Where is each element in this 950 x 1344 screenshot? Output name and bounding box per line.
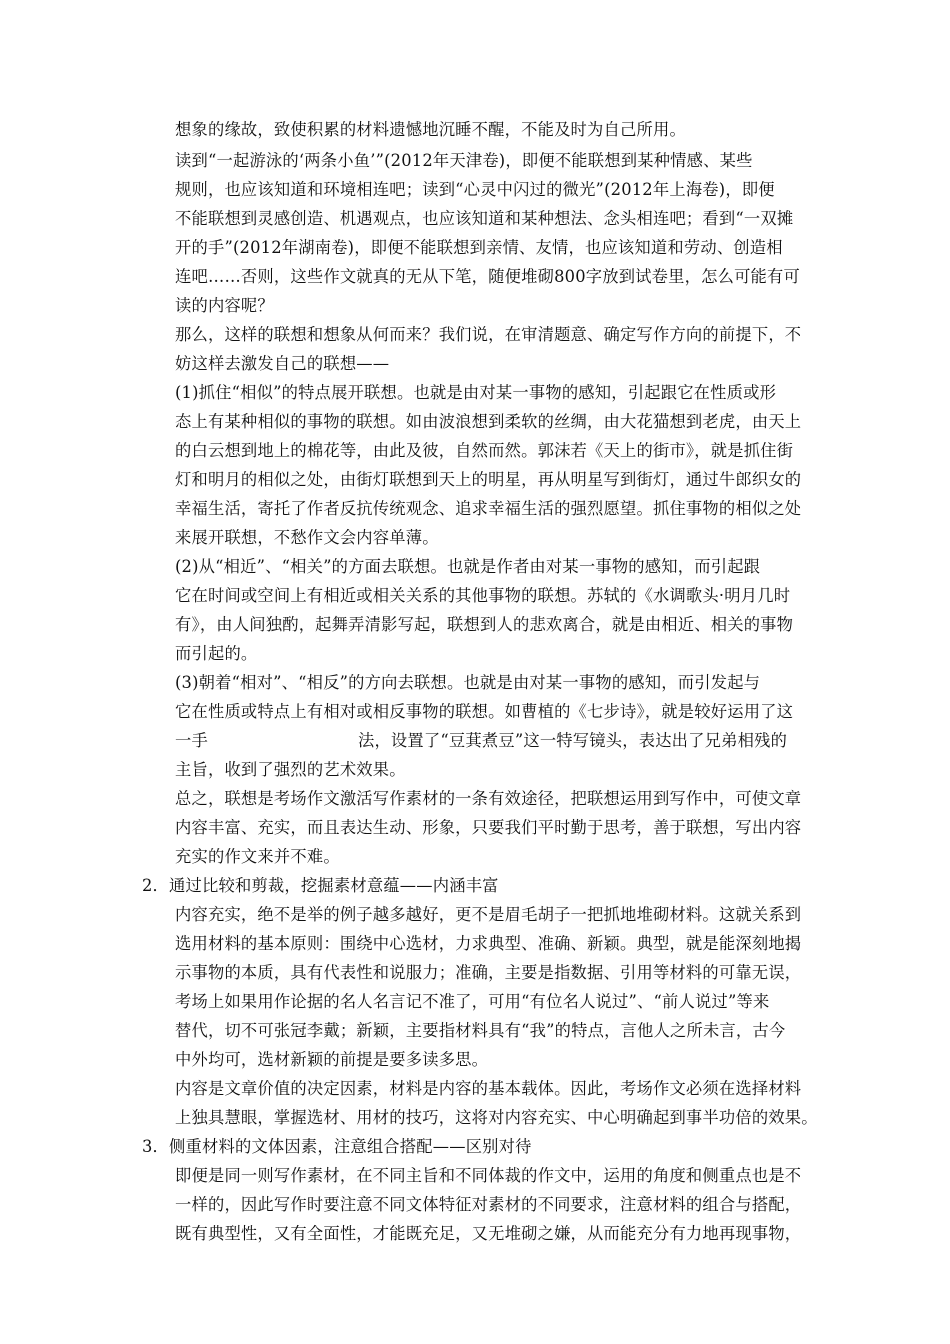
text-line: 妨这样去激发自己的联想—— bbox=[175, 354, 390, 373]
text-line: 中外均可，选材新颖的前提是要多读多思。 bbox=[175, 1050, 489, 1069]
text-line: 读到“一起游泳的‘两条小鱼’”(2012年天津卷)，即便不能联想到某种情感、某些 bbox=[175, 151, 753, 170]
text-line: 不能联想到灵感创造、机遇观点，也应该知道和某种想法、念头相连吧；看到“一双摊 bbox=[175, 209, 794, 228]
text-line: 而引起的。 bbox=[175, 644, 258, 663]
text-line: 幸福生活，寄托了作者反抗传统观念、追求幸福生活的强烈愿望。抓住事物的相似之处 bbox=[175, 499, 802, 518]
text-line: 规则，也应该知道和环境相连吧；读到“心灵中闪过的微光”(2012年上海卷)，即便 bbox=[175, 180, 775, 199]
text-line: 内容丰富、充实，而且表达生动、形象，只要我们平时勤于思考，善于联想，写出内容 bbox=[175, 818, 802, 837]
text-line: 那么，这样的联想和想象从何而来？我们说，在审清题意、确定写作方向的前提下，不 bbox=[175, 325, 802, 344]
text-line: 有》，由人间独酌，起舞弄清影写起，联想到人的悲欢离合，就是由相近、相关的事物 bbox=[175, 615, 794, 634]
text-line: 它在时间或空间上有相近或相关关系的其他事物的联想。苏轼的《水调歌头·明月几时 bbox=[175, 586, 791, 605]
text-line: 考场上如果用作论据的名人名言记不准了，可用“有位名人说过”、“前人说过”等来 bbox=[175, 992, 770, 1011]
text-line: 读的内容呢？ bbox=[175, 296, 274, 315]
text-line: 充实的作文来并不难。 bbox=[175, 847, 340, 866]
section-heading: 2．通过比较和剪裁，挖掘素材意蕴——内涵丰富 bbox=[142, 876, 499, 895]
text-line: 示事物的本质，具有代表性和说服力；准确，主要是指数据、引用等材料的可靠无误， bbox=[175, 963, 802, 982]
text-line: 一样的，因此写作时要注意不同文体特征对素材的不同要求，注意材料的组合与搭配， bbox=[175, 1195, 802, 1214]
text-line: 主旨，收到了强烈的艺术效果。 bbox=[175, 760, 406, 779]
text-line: 既有典型性，又有全面性，才能既充足，又无堆砌之嫌，从而能充分有力地再现事物， bbox=[175, 1224, 802, 1243]
text-line: 内容充实，绝不是举的例子越多越好，更不是眉毛胡子一把抓地堆砌材料。这就关系到 bbox=[175, 905, 802, 924]
text-line: 开的手”(2012年湖南卷)，即便不能联想到亲情、友情，也应该知道和劳动、创造相 bbox=[175, 238, 783, 257]
text-line: 替代，切不可张冠李戴；新颖，主要指材料具有“我”的特点，言他人之所未言，古今 bbox=[175, 1021, 786, 1040]
text-line: (3)朝着“相对”、“相反”的方向去联想。也就是由对某一事物的感知，而引发起与 bbox=[175, 673, 761, 692]
text-line: 上独具慧眼，掌握选材、用材的技巧，这将对内容充实、中心明确起到事半功倍的效果。 bbox=[175, 1108, 818, 1127]
text-line: 灯和明月的相似之处，由街灯联想到天上的明星，再从明星写到街灯，通过牛郎织女的 bbox=[175, 470, 802, 489]
text-line: 选用材料的基本原则：围绕中心选材，力求典型、准确、新颖。典型，就是能深刻地揭 bbox=[175, 934, 802, 953]
section-heading: 3．侧重材料的文体因素，注意组合搭配——区别对待 bbox=[142, 1137, 532, 1156]
text-line: 想象的缘故，致使积累的材料遗憾地沉睡不醒，不能及时为自己所用。 bbox=[175, 120, 686, 139]
text-fragment: 法，设置了“豆萁煮豆”这一特写镜头，表达出了兄弟相残的 bbox=[357, 731, 788, 750]
text-line: 态上有某种相似的事物的联想。如由波浪想到柔软的丝绸，由大花猫想到老虎，由天上 bbox=[175, 412, 802, 431]
text-line: 的白云想到地上的棉花等，由此及彼，自然而然。郭沫若《天上的街市》，就是抓住街 bbox=[175, 441, 794, 460]
text-line bbox=[175, 731, 787, 751]
text-line: 连吧……否则，这些作文就真的无从下笔，随便堆砌800字放到试卷里，怎么可能有可 bbox=[175, 267, 801, 286]
text-line: (2)从“相近”、“相关”的方面去联想。也就是作者由对某一事物的感知，而引起跟 bbox=[175, 557, 761, 576]
text-line: 即便是同一则写作素材，在不同主旨和不同体裁的作文中，运用的角度和侧重点也是不 bbox=[175, 1166, 802, 1185]
text-line: 内容是文章价值的决定因素，材料是内容的基本载体。因此，考场作文必须在选择材料 bbox=[175, 1079, 802, 1098]
text-fragment: 一手 bbox=[175, 731, 208, 750]
text-line: (1)抓住“相似”的特点展开联想。也就是由对某一事物的感知，引起跟它在性质或形 bbox=[175, 383, 777, 402]
text-line: 来展开联想，不愁作文会内容单薄。 bbox=[175, 528, 439, 547]
text-line: 它在性质或特点上有相对或相反事物的联想。如曹植的《七步诗》，就是较好运用了这 bbox=[175, 702, 794, 721]
text-line: 总之，联想是考场作文激活写作素材的一条有效途径，把联想运用到写作中，可使文章 bbox=[175, 789, 802, 808]
